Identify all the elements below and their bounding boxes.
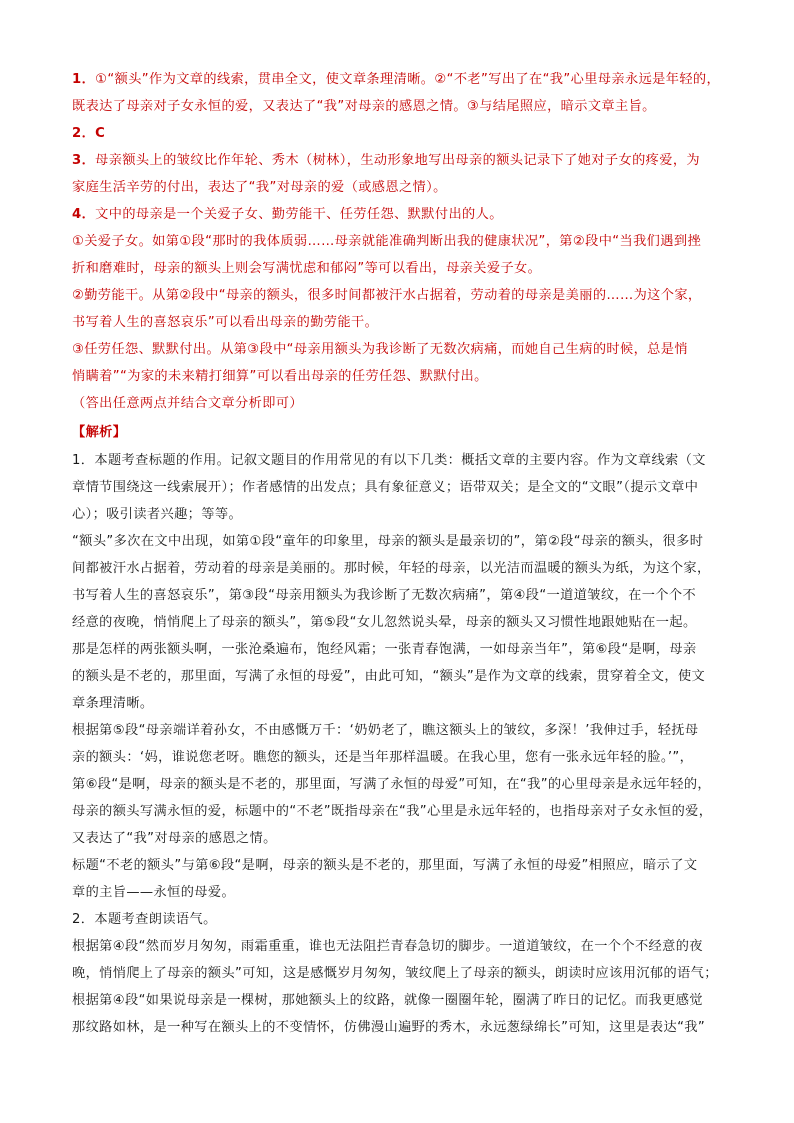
analysis-1-line-8: 那是怎样的两张额头啊，一张沧桑遍布，饱经风霜；一张青春饱满，一如母亲当年”，第⑥段“是啊，母亲: [72, 642, 697, 657]
analysis-1-line-10: 章条理清晰。: [72, 696, 154, 711]
answer-1-line-2: 既表达了母亲对子女永恒的爱，又表达了“我”对母亲的感恩之情。③与结尾照应，暗示文章主旨。: [72, 99, 656, 114]
answer-3-number: 3．: [72, 153, 96, 168]
analysis-1-line-3: 心）；吸引读者兴趣；等等。: [72, 507, 243, 522]
analysis-1-line-6: 书写着人生的喜怒哀乐”，第③段“母亲用额头为我诊断了无数次病痛”，第④段“一道道皱纹，在一个个不: [72, 588, 697, 603]
analysis-1-line-9: 的额头是不老的，那里面，写满了永恒的母爱”，由此可知，“额头”是作为文章的线索，贯穿着全文，使文: [72, 669, 706, 684]
analysis-1-line-5: 间都被汗水占据着，劳动着的母亲是美丽的。那时候，年轻的母亲，以光洁而温暖的额头为纸，为这个家，: [72, 561, 711, 576]
analysis-1-line-12: 亲的额头：‘妈，谁说您老呀。瞧您的额头，还是当年那样温暖。在我心里，您有一张永远年轻的脸。’”，: [72, 750, 694, 765]
analysis-1-line-15: 又表达了“我”对母亲的感恩之情。: [72, 831, 277, 846]
answer-4-line-3: 折和磨难时，母亲的额头上则会写满忧虑和郁闷”等可以看出，母亲关爱子女。: [72, 261, 542, 276]
analysis-2-line-5: 那纹路如林，是一种写在额头上的不变情怀，仿佛漫山遍野的秀木，永远葱绿绵长”可知，这里是表达“我”: [72, 1020, 706, 1035]
analysis-2-line-3: 晚，悄悄爬上了母亲的额头”可知，这是感慨岁月匆匆，皱纹爬上了母亲的额头，朗读时应该用沉郁的语气；: [72, 966, 718, 981]
answer-4-line-4: ②勤劳能干。从第②段中“母亲的额头，很多时间都被汗水占据着，劳动着的母亲是美丽的……为这个家，: [72, 288, 702, 303]
answer-4-number: 4．: [72, 207, 96, 222]
answer-3-text: 母亲额头上的皱纹比作年轮、秀木（树林），生动形象地写出母亲的额头记录下了她对子女的疼爱，为: [95, 153, 701, 168]
answer-3-line-2: 家庭生活辛劳的付出，表达了“我”对母亲的爱（或感恩之情）。: [72, 180, 447, 195]
analysis-1-line-17: 章的主旨——永恒的母爱。: [72, 885, 236, 900]
analysis-1-line-16: 标题“不老的额头”与第⑥段“是啊，母亲的额头是不老的，那里面，写满了永恒的母爱”相照应，暗示了文: [72, 858, 698, 873]
answer-4-note: （答出任意两点并结合文章分析即可）: [72, 396, 303, 411]
answer-2-number: 2．: [72, 126, 96, 141]
answer-4-line-6: ③任劳任怨、默默付出。从第③段中“母亲用额头为我诊断了无数次病痛，而她自己生病的时候，总是悄: [72, 342, 688, 357]
analysis-1-line-2: 章情节围绕这一线索展开）；作者感情的出发点；具有象征意义；语带双关；是全文的“文眼”（提示文章中: [72, 480, 699, 495]
answer-4-line-1: [72, 205, 503, 225]
analysis-1-line-7: 经意的夜晚，悄悄爬上了母亲的额头”，第⑤段“女儿忽然说头晕，母亲的额头又习惯性地跟她贴在一起。: [72, 615, 697, 630]
answer-1-text: ①“额头”作为文章的线索，贯串全文，使文章条理清晰。②“不老”写出了在“我”心里母亲永远是年轻的，: [95, 72, 721, 87]
answer-1-number: 1．: [72, 72, 96, 87]
analysis-1-line-13: 第⑥段“是啊，母亲的额头是不老的，那里面，写满了永恒的母爱”可知，在“我”的心里母亲是永远年轻的，: [72, 777, 711, 792]
analysis-1-line-11: 根据第⑤段“母亲端详着孙女，不由感慨万千：‘奶奶老了，瞧这额头上的皱纹，多深！’我伸过手，轻抚母: [72, 723, 699, 738]
answer-4-line-5: 书写着人生的喜怒哀乐”可以看出母亲的勤劳能干。: [72, 315, 379, 330]
analysis-2-line-2: 根据第④段“然而岁月匆匆，雨霜重重，谁也无法阻拦青春急切的脚步。一道道皱纹，在一个个不经意的夜: [72, 939, 703, 954]
analysis-1-line-4: “额头”多次在文中出现，如第①段“童年的印象里，母亲的额头是最亲切的”，第②段“母亲的额头，很多时: [72, 534, 704, 549]
answer-4-line-2: ①关爱子女。如第①段“那时的我体质弱……母亲就能准确判断出我的健康状况”，第②段中“当我们遇到挫: [72, 234, 702, 249]
analysis-1-line-14: 母亲的额头写满永恒的爱，标题中的“不老”既指母亲在“我”心里是永远年轻的，也指母亲对子女永恒的爱，: [72, 804, 713, 819]
answer-3-line-1: [72, 151, 700, 171]
answer-2-choice: C: [95, 126, 106, 141]
analysis-2-line-1: 2．本题考查朗读语气。: [72, 912, 217, 927]
answer-4-text: 文中的母亲是一个关爱子女、勤劳能干、任劳任怨、默默付出的人。: [95, 207, 503, 222]
analysis-1-line-1: 1．本题考查标题的作用。记叙文题目的作用常见的有以下几类：概括文章的主要内容。作为文章线索（文: [72, 453, 706, 468]
analysis-heading: 【解析】: [72, 425, 127, 440]
answer-2-line: [72, 124, 105, 144]
answer-4-line-7: 悄瞒着”“为家的未来精打细算”可以看出母亲的任劳任怨、默默付出。: [72, 369, 488, 384]
analysis-2-line-4: 根据第④段“如果说母亲是一棵树，那她额头上的纹路，就像一圈圈年轮，圈满了昨日的记忆。而我更感觉: [72, 993, 703, 1008]
answer-1-line-1: [72, 70, 720, 90]
